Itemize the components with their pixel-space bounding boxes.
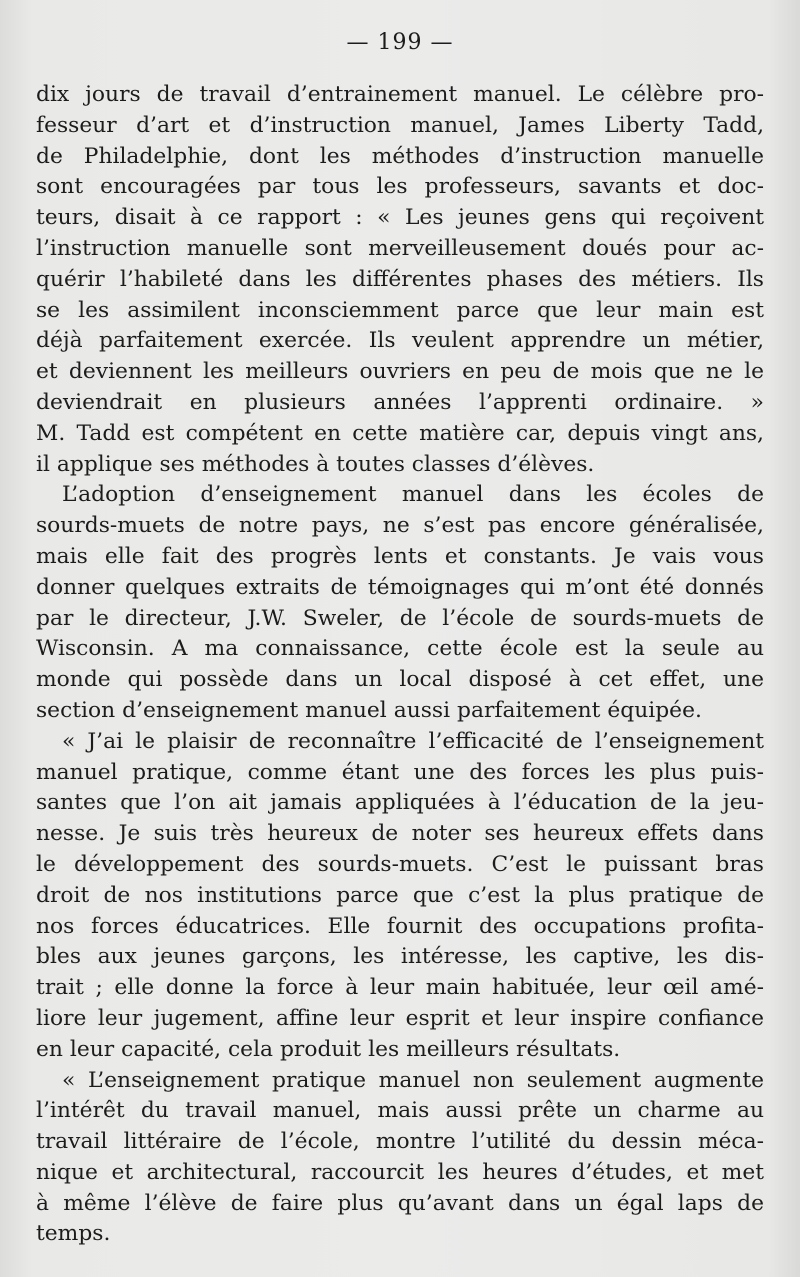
text-line: mais elle fait des progrès lents et constants. Je vais vous	[36, 543, 764, 569]
text-line: se les assimilent inconsciemment parce que leur main est	[36, 297, 764, 323]
text-line: et deviennent les meilleurs ouvriers en peu de mois que ne le	[36, 359, 764, 385]
text-line: santes que l’on ait jamais appliquées à l’éducation de la jeu-	[36, 790, 764, 816]
text-line: nos forces éducatrices. Elle fournit des occupations profita-	[36, 913, 764, 939]
text-line: déjà parfaitement exercée. Ils veulent apprendre un métier,	[36, 328, 764, 354]
body-text	[36, 80, 764, 1250]
page-number: — 199 —	[346, 30, 454, 55]
text-line: fesseur d’art et d’instruction manuel, James Liberty Tadd,	[36, 112, 764, 138]
text-line: donner quelques extraits de témoignages qui m’ont été donnés	[36, 574, 764, 600]
text-line: Wisconsin. A ma connaissance, cette école est la seule au	[36, 636, 764, 662]
text-line: l’instruction manuelle sont merveilleusement doués pour ac-	[36, 235, 764, 261]
text-line: deviendrait en plusieurs années l’apprenti ordinaire. »	[36, 389, 764, 415]
text-line: « L’enseignement pratique manuel non seulement augmente	[62, 1067, 764, 1093]
text-line: droit de nos institutions parce que c’est la plus pratique de	[36, 882, 764, 908]
text-line: manuel pratique, comme étant une des forces les plus puis-	[36, 759, 764, 785]
text-line: nesse. Je suis très heureux de noter ses heureux effets dans	[36, 821, 764, 847]
text-line: temps.	[36, 1221, 111, 1247]
text-line: L’adoption d’enseignement manuel dans les écoles de	[62, 482, 764, 508]
text-line: de Philadelphie, dont les méthodes d’instruction manuelle	[36, 143, 764, 169]
text-line: monde qui possède dans un local disposé à cet effet, une	[36, 667, 764, 693]
text-line: à même l’élève de faire plus qu’avant dans un égal laps de	[36, 1190, 764, 1216]
text-line: nique et architectural, raccourcit les heures d’études, et met	[36, 1159, 764, 1185]
text-line: liore leur jugement, affine leur esprit et leur inspire confiance	[36, 1005, 764, 1031]
text-line: par le directeur, J.W. Sweler, de l’école de sourds-muets de	[36, 605, 764, 631]
text-line: le développement des sourds-muets. C’est le puissant bras	[36, 851, 764, 877]
text-line: M. Tadd est compétent en cette matière car, depuis vingt ans,	[36, 420, 764, 446]
text-line: il applique ses méthodes à toutes classes d’élèves.	[36, 451, 595, 477]
text-line: travail littéraire de l’école, montre l’utilité du dessin méca-	[36, 1129, 764, 1155]
text-line: quérir l’habileté dans les différentes phases des métiers. Ils	[36, 266, 764, 292]
text-line: dix jours de travail d’entrainement manuel. Le célèbre pro-	[36, 82, 764, 107]
text-line: section d’enseignement manuel aussi parfaitement équipée.	[36, 697, 702, 723]
text-line: « J’ai le plaisir de reconnaître l’efficacité de l’enseignement	[62, 728, 764, 754]
text-line: sourds-muets de notre pays, ne s’est pas encore généralisée,	[36, 513, 764, 539]
text-line: l’intérêt du travail manuel, mais aussi prête un charme au	[36, 1098, 764, 1124]
text-line: sont encouragées par tous les professeurs, savants et doc-	[36, 174, 764, 200]
text-line: bles aux jeunes garçons, les intéresse, les captive, les dis-	[36, 944, 764, 970]
text-line: teurs, disait à ce rapport : « Les jeunes gens qui reçoivent	[36, 205, 764, 231]
text-line: trait ; elle donne la force à leur main habituée, leur œil amé-	[36, 975, 764, 1001]
text-line: en leur capacité, cela produit les meilleurs résultats.	[36, 1036, 621, 1062]
